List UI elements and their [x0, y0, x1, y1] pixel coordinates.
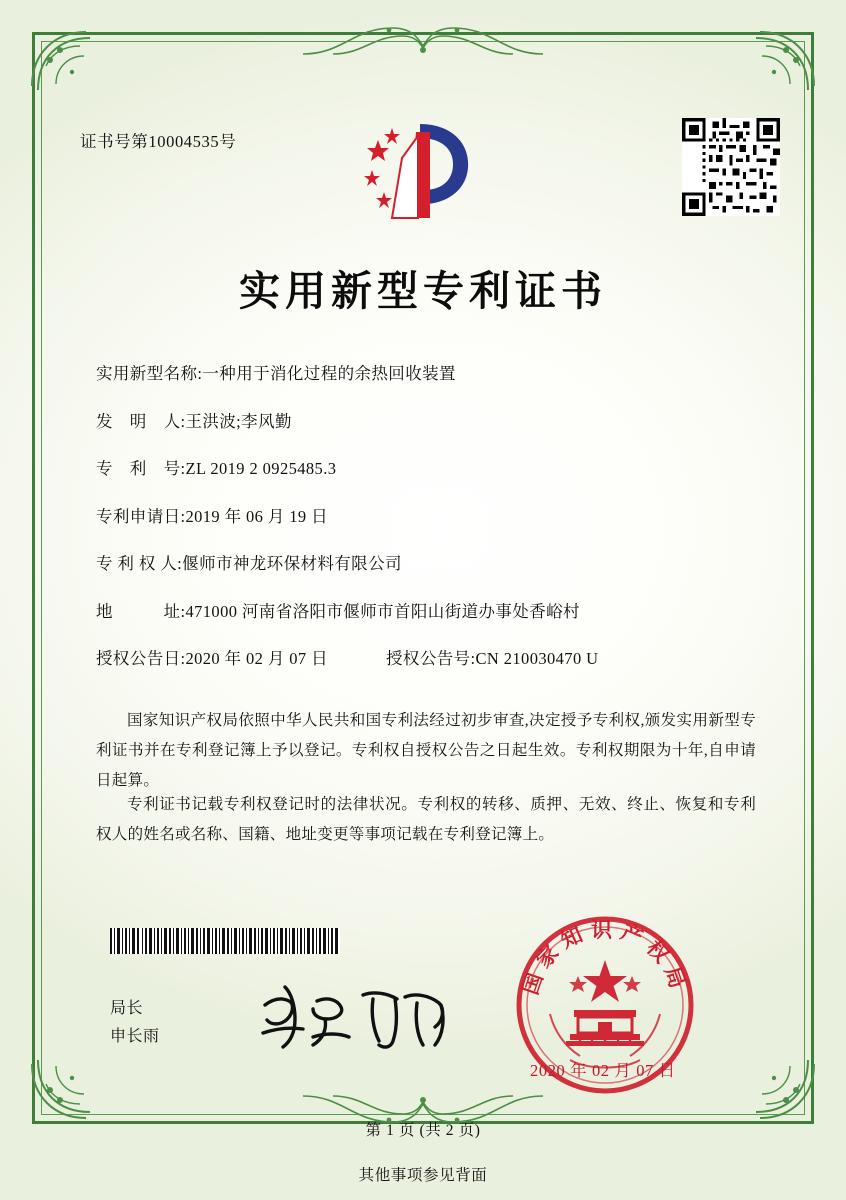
field-value: 2019 年 06 月 19 日	[185, 506, 329, 526]
certificate-number: 证书号第10004535号	[80, 132, 237, 151]
legal-paragraph-2	[96, 790, 756, 850]
field-label: 实用新型名称:	[96, 364, 203, 383]
field-address	[96, 598, 756, 622]
commissioner-name-label: 申长雨	[110, 1028, 160, 1045]
back-page-note: 其他事项参见背面	[358, 1167, 488, 1184]
field-patentee	[96, 550, 756, 574]
handwritten-signature	[255, 975, 455, 1060]
svg-text:国家知识产权局: 国家知识产权局	[518, 918, 692, 998]
grant-date-value: 2020 年 02 月 07 日	[185, 649, 329, 668]
seal-date: 2020 年 02 月 07 日	[530, 1061, 676, 1080]
commissioner-title-label: 局长	[110, 1000, 144, 1017]
grant-number-label: 授权公告号:	[386, 649, 476, 668]
field-label: 地 址:	[96, 601, 186, 621]
field-patent-number	[96, 455, 756, 479]
field-label: 专 利 号:	[96, 459, 186, 478]
paragraph-text: 国家知识产权局依照中华人民共和国专利法经过初步审查,决定授予专利权,颁发实用新型专利证书并在专利登记簿上予以登记。专利权自授权公告之日起生效。专利权期限为十年,自申请日起算。	[96, 712, 756, 789]
field-utility-model-name	[96, 360, 756, 384]
field-label: 专 利 权 人:	[96, 554, 183, 573]
page-title: 实用新型专利证书	[239, 267, 607, 315]
field-value: 偃师市神龙环保材料有限公司	[182, 554, 402, 573]
top-border-ornament-icon	[293, 20, 553, 65]
field-label: 专利申请日:	[96, 506, 186, 526]
grant-number-value: CN 210030470 U	[475, 649, 599, 668]
qr-code-icon	[682, 118, 780, 216]
signature-labels	[110, 995, 160, 1051]
legal-paragraph-1	[96, 706, 756, 796]
cnipa-logo-icon	[358, 118, 474, 228]
field-grant-row	[96, 645, 756, 669]
field-value: 471000 河南省洛阳市偃师市首阳山街道办事处香峪村	[185, 601, 580, 621]
field-label: 发 明 人:	[96, 411, 186, 431]
field-application-date	[96, 503, 756, 527]
field-value: ZL 2019 2 0925485.3	[185, 459, 337, 478]
page-indicator: 第 1 页 (共 2 页)	[365, 1122, 481, 1139]
paragraph-text: 专利证书记载专利权登记时的法律状况。专利权的转移、质押、无效、终止、恢复和专利权人的姓名或名称、国籍、地址变更等事项记载在专利登记簿上。	[96, 796, 756, 843]
field-list	[96, 360, 756, 685]
field-value: 王洪波;李风勤	[185, 411, 292, 431]
grant-date-label: 授权公告日:	[96, 649, 186, 668]
barcode-icon	[110, 928, 340, 954]
field-inventor	[96, 408, 756, 432]
field-value: 一种用于消化过程的余热回收装置	[202, 364, 456, 383]
